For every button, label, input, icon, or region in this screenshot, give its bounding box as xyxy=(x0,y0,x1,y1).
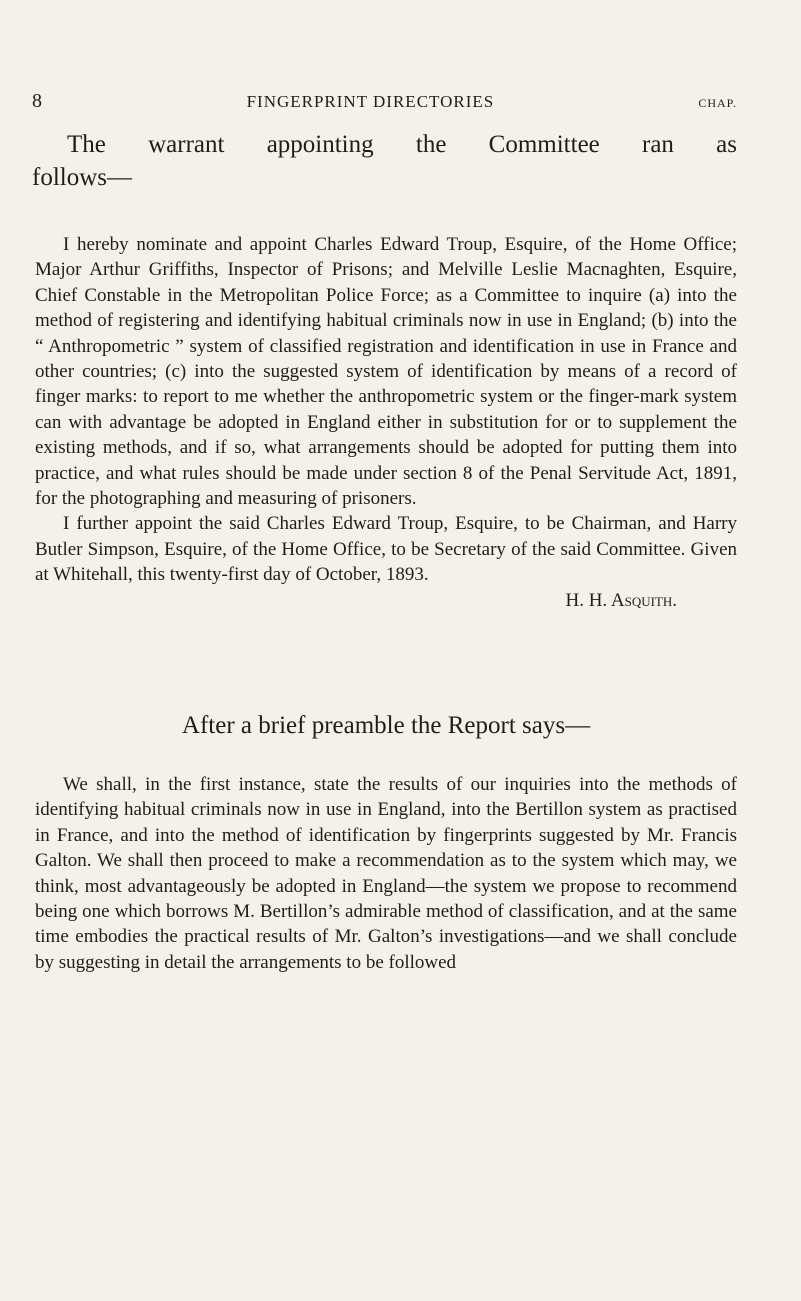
warrant-paragraph-2: I further appoint the said Charles Edward Troup, Esquire, to be Chairman, and Harry Butler Simpson, Esquire, of the Home Office, to be Secretary of the said Committee. Given at Whitehall, this twenty-first day of October, 1893. xyxy=(35,513,737,586)
report-heading: After a brief preamble the Report says— xyxy=(181,712,591,739)
page-number: 8 xyxy=(32,90,43,112)
intro-heading-line-2: follows— xyxy=(32,164,132,191)
warrant-signature: H. H. Asquith. xyxy=(565,589,677,611)
running-header xyxy=(32,90,737,113)
report-paragraph: We shall, in the first instance, state the results of our inquiries into the methods of identifying habitual criminals now in use in England, into the Bertillon system as practised in France, and into the method of identification by fingerprints suggested by Mr. Francis Galton. We shall then proceed to make a recommendation as to the system which may, we think, most advantageously be adopted in England—the system we propose to recommend being one which borrows M. Bertillon’s admirable method of classification, and at the same time embodies the practical results of Mr. Galton’s investigations—and we shall conclude by suggesting in detail the arrangements to be followed xyxy=(35,774,737,973)
warrant-text xyxy=(35,232,737,613)
chapter-label: CHAP. xyxy=(698,96,737,110)
intro-heading xyxy=(32,128,737,194)
intro-heading-line-1: The warrant appointing the Committee ran as xyxy=(67,131,737,158)
running-title: FINGERPRINT DIRECTORIES xyxy=(246,92,495,111)
report-text xyxy=(35,772,737,975)
warrant-paragraph-1: I hereby nominate and appoint Charles Edward Troup, Esquire, of the Home Office; Major Arthur Griffiths, Inspector of Prisons; and Melville Leslie Macnaghten, Esquire, Chief Constable in the Metropolitan Police Force; as a Committee to inquire (a) into the method of registering and identifying habitual criminals now in use in England; (b) into the “ Anthropometric ” system of classified registration and identification in use in France and other countries; (c) into the suggested system of identification by means of a record of finger marks: to report to me whether the anthropometric system or the finger-mark system can with advantage be adopted in England either in substitution for or to supplement the existing methods, and if so, what arrangements should be adopted for putting them into practice, and what rules should be made under section 8 of the Penal Servitude Act, 1891, for the photographing and measuring of prisoners. xyxy=(35,234,737,510)
